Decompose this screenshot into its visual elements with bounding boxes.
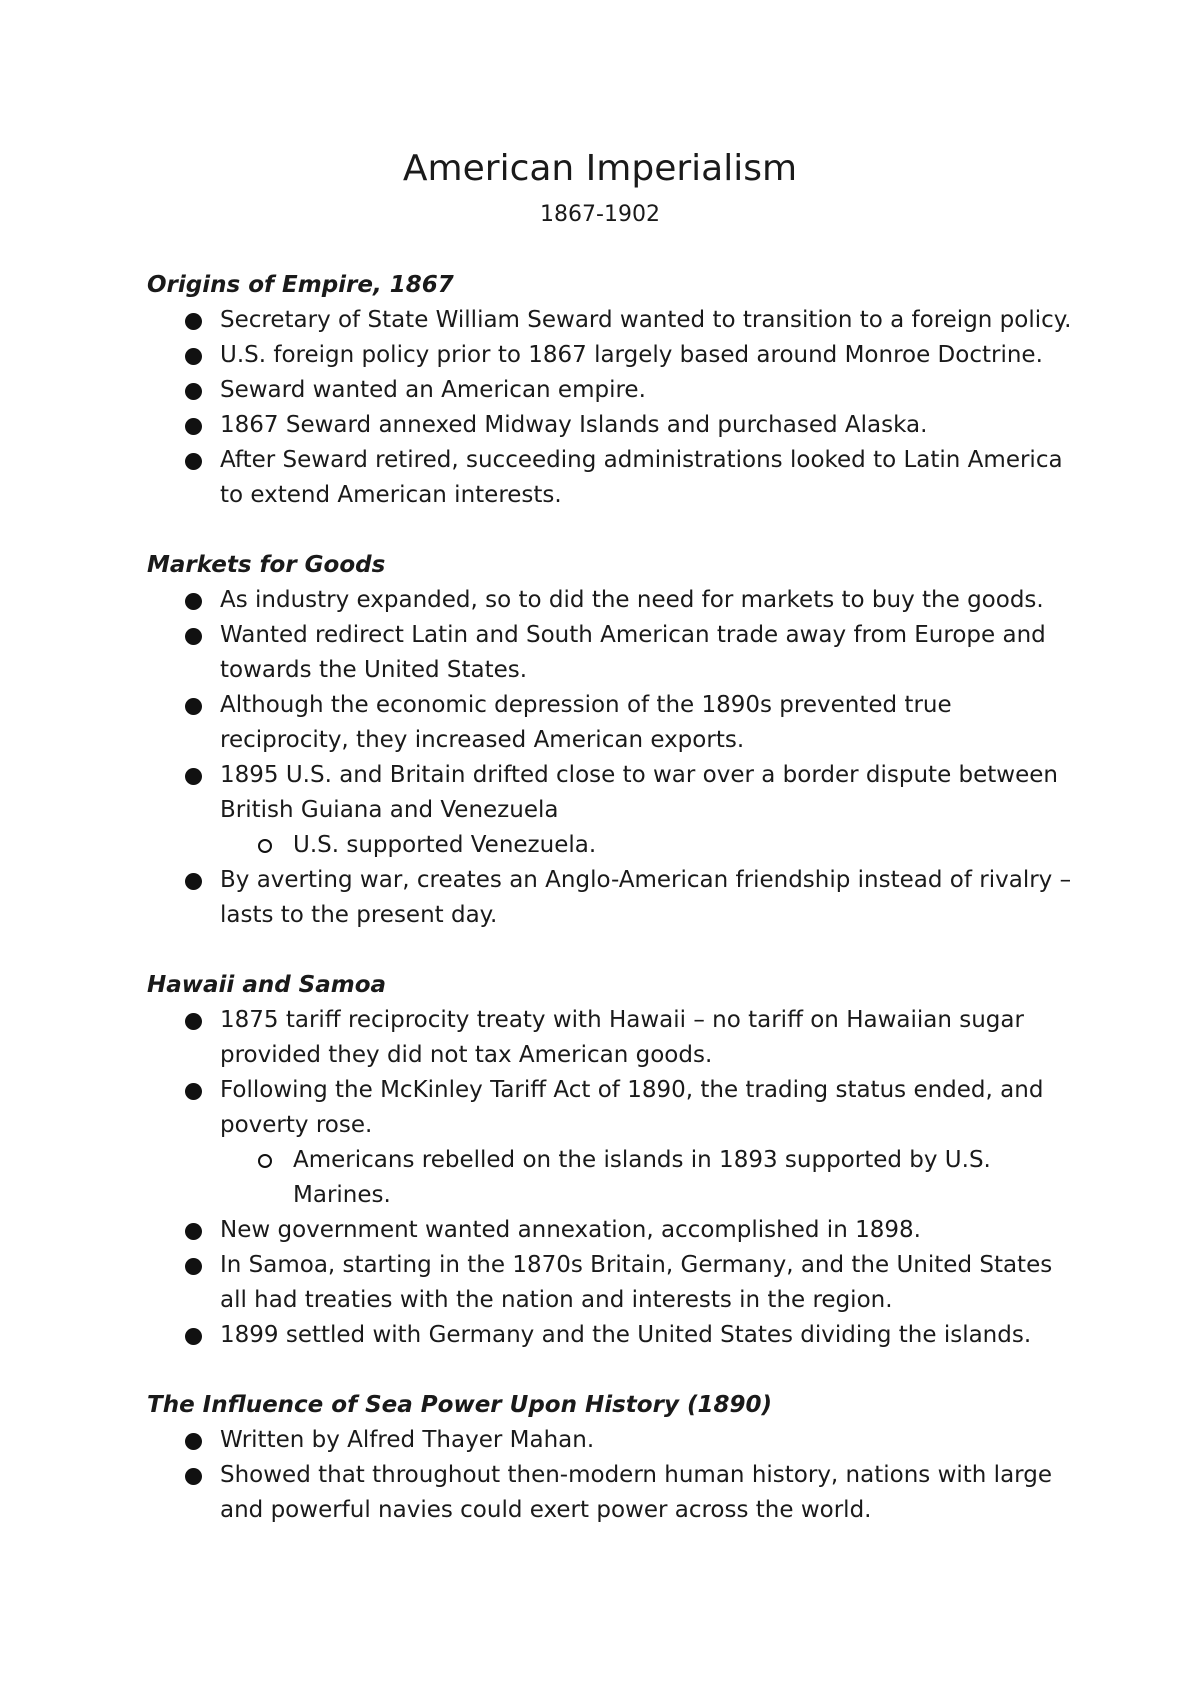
bullet-dot-icon xyxy=(185,1013,202,1030)
document-title: American Imperialism xyxy=(402,148,798,189)
section-hawaii-and-samoa xyxy=(147,968,1077,1353)
list-item xyxy=(147,1423,1077,1458)
bullet-dot-icon xyxy=(185,453,202,470)
bullet-dot-icon xyxy=(185,768,202,785)
list-item xyxy=(147,688,1077,758)
bullet-dot-icon xyxy=(185,698,202,715)
list-item xyxy=(147,1248,1077,1318)
sub-list-item-text: U.S. supported Venezuela. xyxy=(293,832,597,858)
list-item-text: In Samoa, starting in the 1870s Britain, Germany, and the United States all had treaties with the nation and interests in the region. xyxy=(220,1252,1053,1313)
list-item-text: Showed that throughout then-modern human history, nations with large and powerful navies could exert power across the world. xyxy=(220,1462,1052,1523)
bullet-dot-icon xyxy=(185,1258,202,1275)
list-item xyxy=(147,338,1077,373)
list-item-text: By averting war, creates an Anglo-American friendship instead of rivalry – lasts to the present day. xyxy=(220,867,1072,928)
bullet-dot-icon xyxy=(185,383,202,400)
bullet-dot-icon xyxy=(185,1223,202,1240)
list-item xyxy=(147,373,1077,408)
sub-list-container xyxy=(147,1143,1077,1213)
bullet-list xyxy=(147,1003,1077,1353)
list-item xyxy=(147,1213,1077,1248)
hollow-circle-bullet-icon xyxy=(258,839,272,853)
list-item xyxy=(147,758,1077,828)
bullet-list xyxy=(147,1423,1077,1528)
list-item xyxy=(147,408,1077,443)
bullet-dot-icon xyxy=(185,593,202,610)
list-item-text: 1899 settled with Germany and the United States dividing the islands. xyxy=(220,1322,1032,1348)
document-body xyxy=(147,268,1077,1563)
sub-list-container xyxy=(147,828,1077,863)
list-item xyxy=(147,1073,1077,1143)
bullet-dot-icon xyxy=(185,348,202,365)
section-origins-of-empire xyxy=(147,268,1077,513)
section-heading: Hawaii and Samoa xyxy=(147,972,387,998)
bullet-dot-icon xyxy=(185,1328,202,1345)
list-item-text: Although the economic depression of the 1890s prevented true reciprocity, they increased American exports. xyxy=(220,692,952,753)
list-item xyxy=(147,583,1077,618)
hollow-circle-bullet-icon xyxy=(258,1154,272,1168)
section-sea-power xyxy=(147,1388,1077,1528)
list-item-text: After Seward retired, succeeding administrations looked to Latin America to extend American interests. xyxy=(220,447,1063,508)
list-item-text: Wanted redirect Latin and South American trade away from Europe and towards the United States. xyxy=(220,622,1046,683)
section-heading: The Influence of Sea Power Upon History (1890) xyxy=(147,1392,772,1418)
section-heading: Origins of Empire, 1867 xyxy=(147,272,454,298)
list-item xyxy=(147,618,1077,688)
list-item-text: Seward wanted an American empire. xyxy=(220,377,646,403)
sub-list-item xyxy=(147,828,1077,863)
list-item-text: 1875 tariff reciprocity treaty with Hawaii – no tariff on Hawaiian sugar provided they did not tax American goods. xyxy=(220,1007,1024,1068)
sub-bullet-list xyxy=(147,1143,1077,1213)
sub-list-item xyxy=(147,1143,1077,1213)
bullet-list xyxy=(147,303,1077,513)
bullet-dot-icon xyxy=(185,313,202,330)
list-item xyxy=(147,863,1077,933)
bullet-dot-icon xyxy=(185,1468,202,1485)
document-date-range: 1867-1902 xyxy=(540,202,660,227)
bullet-dot-icon xyxy=(185,873,202,890)
bullet-dot-icon xyxy=(185,1083,202,1100)
list-item-text: 1895 U.S. and Britain drifted close to war over a border dispute between British Guiana and Venezuela xyxy=(220,762,1058,823)
section-heading: Markets for Goods xyxy=(147,552,386,578)
bullet-dot-icon xyxy=(185,418,202,435)
list-item xyxy=(147,303,1077,338)
bullet-dot-icon xyxy=(185,628,202,645)
list-item xyxy=(147,1318,1077,1353)
list-item xyxy=(147,1458,1077,1528)
list-item-text: 1867 Seward annexed Midway Islands and purchased Alaska. xyxy=(220,412,928,438)
list-item-text: As industry expanded, so to did the need for markets to buy the goods. xyxy=(220,587,1044,613)
list-item-text: Following the McKinley Tariff Act of 1890, the trading status ended, and poverty rose. xyxy=(220,1077,1044,1138)
sub-list-item-text: Americans rebelled on the islands in 1893 supported by U.S. Marines. xyxy=(293,1147,991,1208)
list-item xyxy=(147,1003,1077,1073)
list-item-text: U.S. foreign policy prior to 1867 largely based around Monroe Doctrine. xyxy=(220,342,1043,368)
bullet-dot-icon xyxy=(185,1433,202,1450)
section-markets-for-goods xyxy=(147,548,1077,933)
sub-bullet-list xyxy=(147,828,1077,863)
list-item-text: New government wanted annexation, accomplished in 1898. xyxy=(220,1217,921,1243)
list-item xyxy=(147,443,1077,513)
bullet-list xyxy=(147,583,1077,933)
list-item-text: Secretary of State William Seward wanted to transition to a foreign policy. xyxy=(220,307,1072,333)
list-item-text: Written by Alfred Thayer Mahan. xyxy=(220,1427,595,1453)
